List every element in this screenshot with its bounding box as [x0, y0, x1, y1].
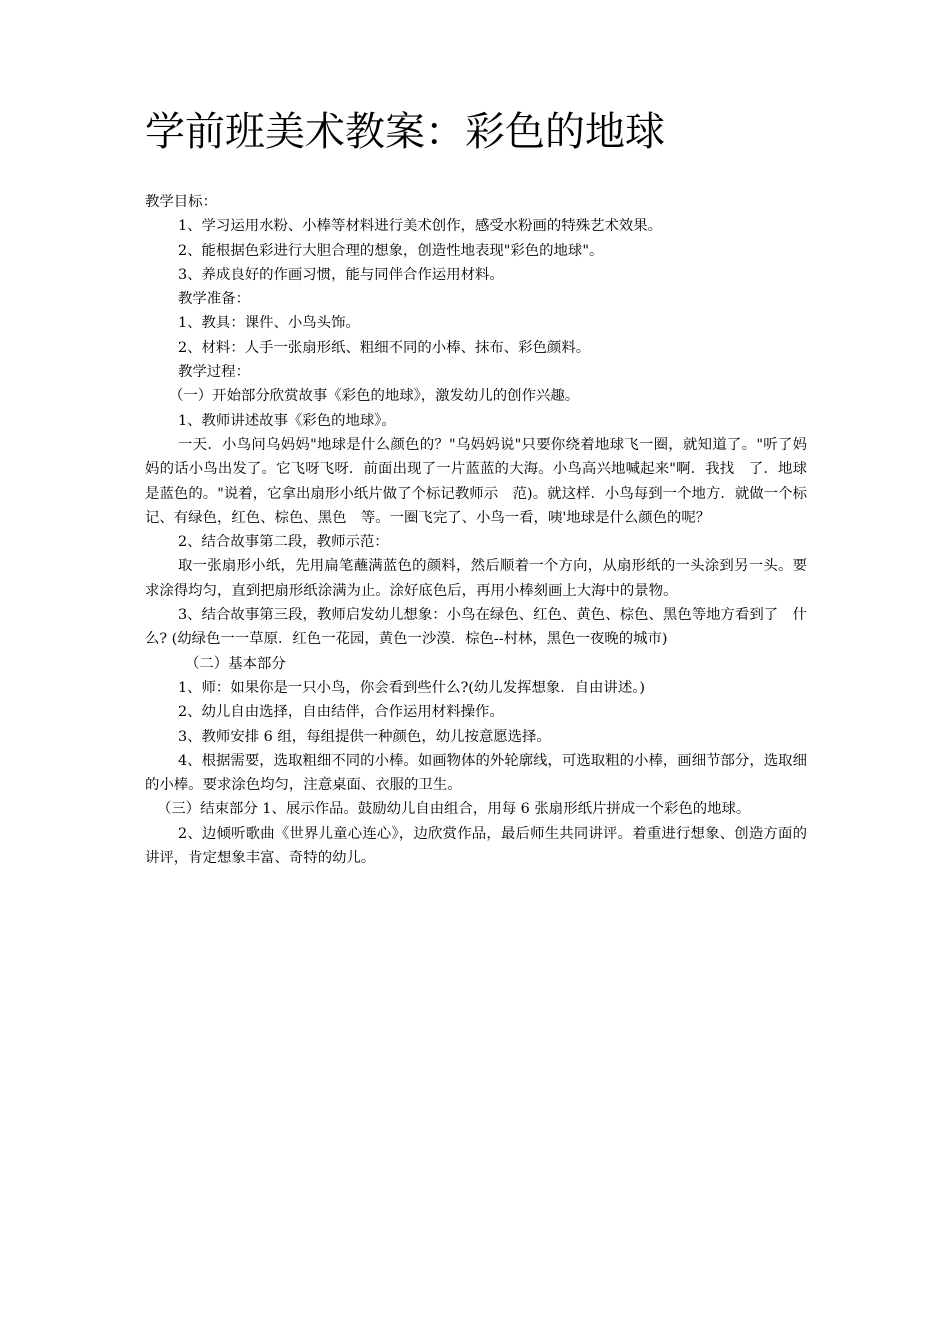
ending-step-2: 2、边倾听歌曲《世界儿童心连心》，边欣赏作品，最后师生共同讲评。着重进行想象、创造方面的讲评，肯定想象丰富、奇特的幼儿。: [145, 825, 807, 867]
process-part-2-heading: （二）基本部分: [185, 655, 286, 672]
basic-step-2: 2、幼儿自由选择，自由结伴，合作运用材料操作。: [178, 704, 504, 721]
process-step-1: 1、教师讲述故事《彩色的地球》。: [178, 412, 396, 429]
basic-step-1: 1、师：如果你是一只小鸟，你会看到些什么?(幼儿发挥想象．自由讲述。): [178, 679, 646, 696]
document-title: 学前班美术教案：彩色的地球: [145, 109, 665, 155]
process-part-3-heading: （三）结束部分 1、展示作品。鼓励幼儿自由组合，用每 6 张扇形纸片拼成一个彩色的地球。: [157, 801, 751, 818]
section-heading-objectives: 教学目标：: [145, 194, 217, 210]
process-step-2: 2、结合故事第二段，教师示范：: [178, 534, 389, 551]
section-heading-preparation: 教学准备：: [178, 291, 250, 308]
basic-step-4: 4、根据需要，选取粗细不同的小棒。如画物体的外轮廓线，可选取粗的小棒，画细节部分，选取细的小棒。要求涂色均匀，注意桌面、衣服的卫生。: [145, 752, 807, 794]
basic-step-3: 3、教师安排 6 组，每组提供一种颜色，幼儿按意愿选择。: [178, 728, 551, 745]
document-body: [145, 190, 807, 870]
section-heading-process: 教学过程：: [178, 364, 250, 381]
process-step-3: 3、结合故事第三段，教师启发幼儿想象：小鸟在绿色、红色、黄色、棕色、黑色等地方看到了 什么? (幼绿色一一草原．红色一花园，黄色一沙漠．棕色--村林，黑色一夜晚的城市): [145, 607, 807, 648]
objective-3: 3、养成良好的作画习惯，能与同伴合作运用材料。: [178, 266, 504, 283]
objective-2: 2、能根据色彩进行大胆合理的想象，创造性地表现"彩色的地球"。: [178, 242, 604, 259]
story-paragraph: 一天．小鸟问乌妈妈"地球是什么颜色的？"乌妈妈说"只要你绕着地球飞一圈，就知道了。"听了妈妈的话小鸟出发了。它飞呀飞呀．前面出现了一片蓝蓝的大海。小鸟高兴地喊起来"啊．我找 了．地球是蓝色的。"说着，它拿出扇形小纸片做了个标记教师示 范)。就这样．小鸟每到一个地方．就做一个标记、有绿色，红色、棕色、黑色 等。一圈飞完了、小鸟一看，咦'地球是什么颜色的呢？: [145, 436, 807, 526]
process-part-1-heading: （一）开始部分欣赏故事《彩色的地球》，激发幼儿的创作兴趣。: [169, 388, 580, 405]
preparation-2: 2、材料：人手一张扇形纸、粗细不同的小棒、抹布、彩色颜料。: [178, 339, 591, 356]
preparation-1: 1、教具：课件、小鸟头饰。: [178, 315, 360, 332]
objective-1: 1、学习运用水粉、小棒等材料进行美术创作，感受水粉画的特殊艺术效果。: [178, 218, 663, 235]
demonstration-paragraph: 取一张扇形小纸，先用扁笔蘸满蓝色的颜料，然后顺着一个方向，从扇形纸的一头涂到另一头。要求涂得均匀，直到把扇形纸涂满为止。涂好底色后，再用小棒刻画上大海中的景物。: [145, 558, 807, 599]
